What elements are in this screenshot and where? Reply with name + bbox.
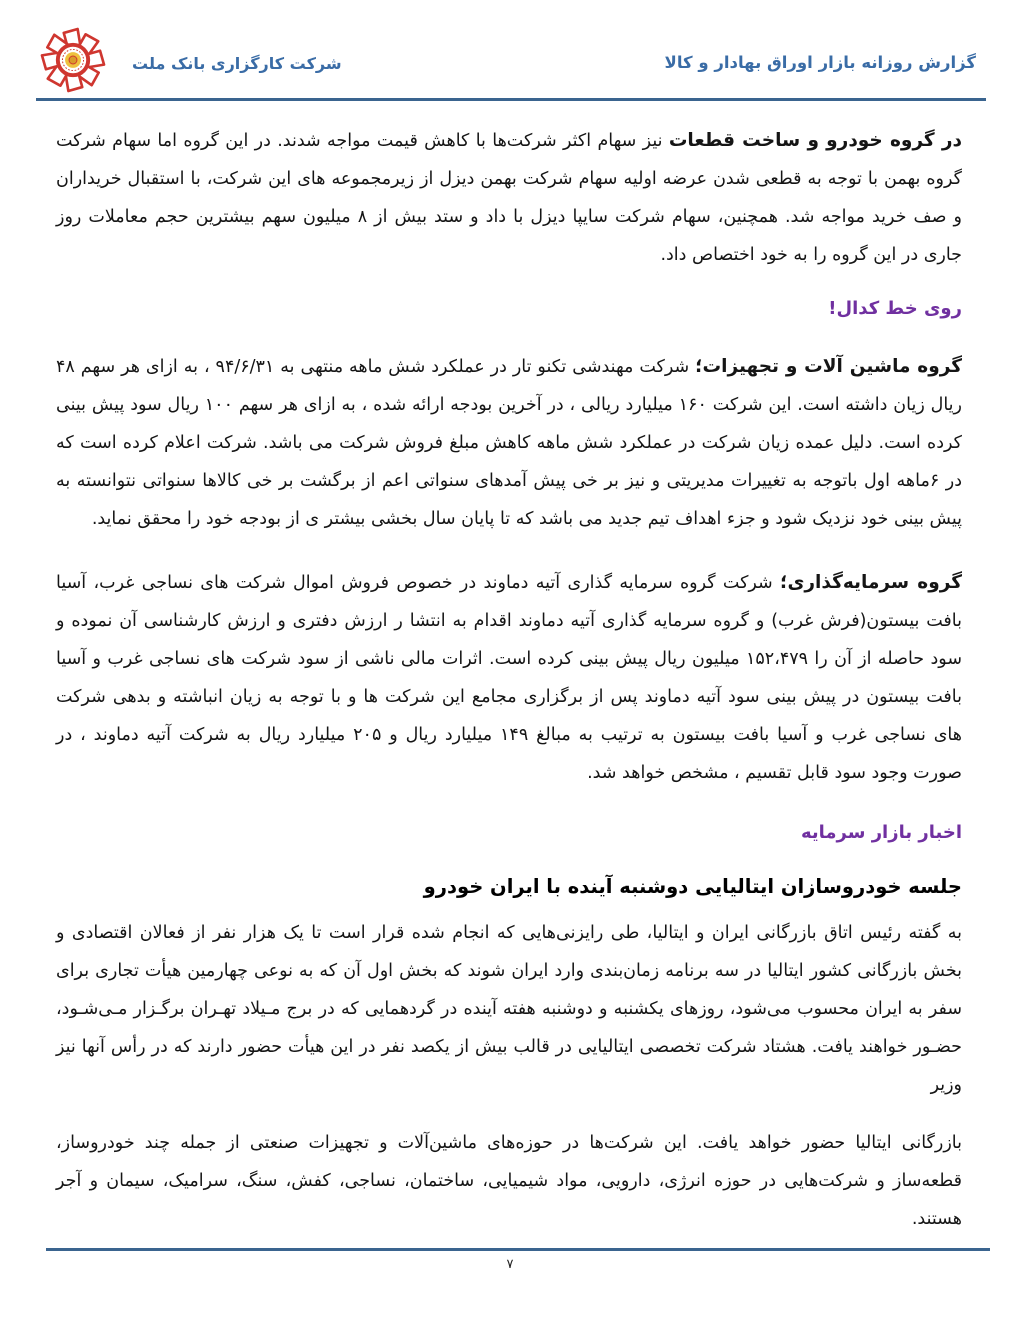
news-paragraph-2: بازرگانی ایتالیا حضور خواهد یافت. این شرکت‌ها در حوزه‌های ماشین‌آلات و تجهیزات صنعتی از جمله چند خودروساز، قطعه‌ساز و شرکت‌هایی در حوزه انرژی، دارویی، مواد شیمیایی، ساختمان، نساجی، کفش، سنگ، سرامیک، سیمان و آجر هستند. <box>56 1133 962 1229</box>
paragraph-lead-auto-parts: در گروه خودرو و ساخت قطعات <box>668 130 963 151</box>
section-heading-codal: روی خط کدال! <box>828 298 962 319</box>
paragraph-auto-parts-group <box>56 122 962 274</box>
paragraph-text-machinery: شرکت مهندشی تکنو تار در عملکرد شش ماهه منتهی به ۹۴/۶/۳۱ ، به ازای هر سهم ۴۸ ریال زیان داشته است. این شرکت ۱۶۰ میلیارد ریالی ، در آخرین بودجه ارائه شده ، به ازای هر سهم ۱۰۰ ریال سود پیش بینی کرده است. دلیل عمده زیان شرکت در عملکرد شش ماهه کاهش مبلغ فروش شرکت می باشد. شرکت اعلام کرده است که در ۶ماهه اول باتوجه به تغییرات مدیریتی و نیز بر خی پیش آمدهای سنواتی اعم از برگشت بر خی کالاها سنواتی نتوانسته به پیش بینی خود نزدیک شود و جزء اهداف تیم جدید می باشد که تا پایان سال بخشی بیشتر ی از بودجه خود را محقق نماید. <box>56 357 962 529</box>
paragraph-lead-machinery: گروه ماشین آلات و تجهیزات؛ <box>695 356 962 377</box>
section-heading-capital-market-news: اخبار بازار سرمایه <box>800 822 962 843</box>
news-paragraph-1: به گفته رئیس اتاق بازرگانی ایران و ایتالیا، طی رایزنی‌هایی که انجام شده قرار است تا یک هزار نفر از فعالان اقتصادی و بخش بازرگانی کشور ایتالیا در سه برنامه زمان‌بندی وارد ایران شوند که بخش اول آن که به نوعی چهارمین هیأت تجاری برای سفر به ایران محسوب می‌شود، روزهای یکشنبه و دوشنبه هفته آینده در گردهمایی که در برج مـیلاد تهـران برگـزار مـی‌شـود، حضـور خواهند یافت. هشتاد شرکت تخصصی ایتالیایی در قالب بیش از یکصد نفر در این هیأت حضور دارند که در رأس آنها نیز وزیر <box>56 923 962 1095</box>
header-divider-rule <box>36 98 986 101</box>
paragraph-lead-investment: گروه سرمایه‌گذاری؛ <box>780 572 962 593</box>
bank-mellat-logo-icon <box>40 24 106 96</box>
document-body <box>56 122 962 1238</box>
report-title: گزارش روزانه بازار اوراق بهادار و کالا <box>664 53 976 72</box>
paragraph-investment-group <box>56 564 962 792</box>
page-number: ۷ <box>506 1257 514 1272</box>
paragraph-text-auto-parts: نیز سهام اکثر شرکت‌ها با کاهش قیمت مواجه شدند. در این گروه اما سهام شرکت گروه بهمن با توجه به قطعی شدن عرضه اولیه سهام شرکت بهمن دیزل از زیرمجموعه های این شرکت، با استقبال خریداران و صف خرید مواجه شد. همچنین، سهام شرکت سایپا دیزل با داد و ستد بیش از ۸ میلیون سهم بیشترین حجم معاملات روز جاری در این گروه را به خود اختصاص داد. <box>56 131 962 265</box>
page-header <box>0 0 1020 104</box>
news-headline: جلسه خودروسازان ایتالیایی دوشنبه آینده با ایران خودرو <box>423 875 962 898</box>
paragraph-machinery-group <box>56 348 962 538</box>
paragraph-text-investment: شرکت گروه سرمایه گذاری آتیه دماوند در خصوص فروش اموال شرکت های نساجی غرب، آسیا بافت بیستون(فرش غرب) و گروه سرمایه گذاری آتیه دماوند اقدام به انتشا ر ارزش دفتری و ارزش کارشناسی آن نموده و سود حاصله از آن را ۱۵۲،۴۷۹ میلیون ریال پیش بینی کرده است. اثرات مالی ناشی از سود شرکت های نساجی غرب و آسیا بافت بیستون در پیش بینی سود آتیه دماوند پس از برگزاری مجامع این شرکت ها و با توجه به زیان انباشته و بدهی شرکت های نساجی غرب و آسیا بافت بیستون به ترتیب به مبالغ ۱۴۹ میلیارد ریال و ۲۰۵ میلیارد ریال به شرکت آتیه دماوند ، در صورت وجود سود قابل تقسیم ، مشخص خواهد شد. <box>56 573 962 783</box>
brokerage-company-name: شرکت کارگزاری بانک ملت <box>132 54 342 73</box>
footer-divider-rule <box>46 1248 990 1251</box>
